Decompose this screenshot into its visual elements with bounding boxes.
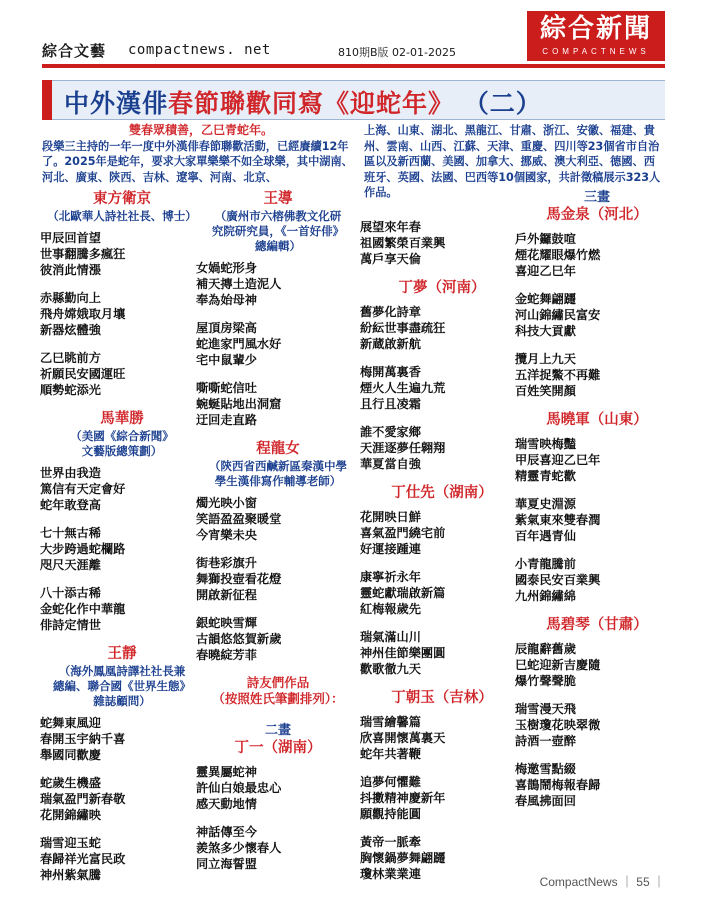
- poem-line: 爆竹聲聲脆: [515, 674, 576, 688]
- author-affiliation: 究院研究員，《一首好俳》: [211, 224, 345, 238]
- logo: [527, 11, 665, 61]
- poem: [40, 835, 204, 883]
- poem: [360, 424, 524, 472]
- title-part-3: （二）: [463, 89, 542, 118]
- poem-line: 花開映日鮮: [360, 510, 421, 524]
- poem-line: 梅開萬裏香: [360, 365, 421, 379]
- poem-line: 蛇進家門風水好: [196, 337, 282, 351]
- poem-line: 甲辰回首望: [40, 231, 101, 245]
- poem-line: 春開玉宇納千喜: [40, 732, 126, 746]
- poem: [196, 320, 360, 368]
- poem: [360, 304, 524, 352]
- poem-line: 紅梅報歲先: [360, 602, 421, 616]
- author-name: 王導: [263, 191, 293, 207]
- poem-line: 俳詩定情世: [40, 618, 101, 632]
- poem-line: 梅邀雪點綴: [515, 762, 576, 776]
- poem-line: 華夏史淵源: [515, 497, 576, 511]
- author-affiliation: （北歐華人詩社社長、博士）: [47, 209, 197, 223]
- author-block: [360, 279, 524, 298]
- poem-line: 補天摶土造泥人: [196, 277, 282, 291]
- group-title-line: （按照姓氏筆劃排列）：: [212, 691, 344, 706]
- author-name: 馬金泉（河北）: [546, 207, 648, 223]
- author-name: 王靜: [107, 646, 137, 662]
- poem: [40, 775, 204, 823]
- poem-line: 玉樹瓊花映翠微: [515, 718, 601, 732]
- author-block: [196, 190, 360, 254]
- poem-line: 紫氣東來雙春潤: [515, 513, 601, 527]
- poem-line: 願觀持能圓: [360, 807, 421, 821]
- poem: [360, 714, 524, 762]
- poem-line: 春風拂面回: [515, 794, 576, 808]
- poem-line: 喜氣盈門繞宅前: [360, 526, 446, 540]
- poem-line: 燭光映小窗: [196, 496, 257, 510]
- poem: [515, 641, 679, 689]
- poem: [360, 834, 524, 882]
- author-affiliation: 總編輯）: [255, 239, 301, 253]
- group-title: [196, 675, 360, 707]
- poem-line: 煙火人生遍九荒: [360, 381, 446, 395]
- poem: [515, 291, 679, 339]
- poem-line: 精靈青蛇歡: [515, 469, 576, 483]
- poem-line: 飛舟嫦娥取月壤: [40, 307, 126, 321]
- poem-line: 九州錦繡綿: [515, 589, 576, 603]
- poem: [196, 495, 360, 543]
- title-part-1: 中外漢俳: [64, 89, 169, 118]
- poem-line: 瑞雪映梅豔: [515, 437, 576, 451]
- column-2: [196, 190, 360, 884]
- poem: [515, 701, 679, 749]
- poem: [196, 764, 360, 812]
- poem-line: 瑞雪繪馨篇: [360, 715, 421, 729]
- poem-line: 百姓笑開顏: [515, 384, 576, 398]
- poem-line: 篤信有天定會好: [40, 482, 126, 496]
- poem-line: 屋頂房梁高: [196, 321, 257, 335]
- poem-line: 七十無古稀: [40, 526, 101, 540]
- poem-line: 詩酒一壺醉: [515, 734, 576, 748]
- poem-line: 蛇舞東風迎: [40, 716, 101, 730]
- poem-line: 迂回走直路: [196, 413, 257, 427]
- poem-line: 康寧祈永年: [360, 570, 421, 584]
- author-name: 丁夢（河南）: [398, 280, 486, 296]
- poem: [40, 465, 204, 513]
- poem-line: 胸懷鍋夢舞翩躚: [360, 851, 446, 865]
- author-block: [360, 689, 524, 708]
- poem-line: 金蛇化作中華龍: [40, 602, 126, 616]
- poem: [196, 615, 360, 663]
- poem-line: 金蛇舞翩躚: [515, 292, 576, 306]
- poem-line: 銀蛇映雪輝: [196, 616, 257, 630]
- poem-line: 歡歌徹九天: [360, 662, 421, 676]
- poem-line: 追夢何懼難: [360, 775, 421, 789]
- poem-line: 攬月上九天: [515, 352, 576, 366]
- poem-line: 咫尺天涯離: [40, 558, 101, 572]
- author-name: 丁朝玉（吉林）: [391, 690, 493, 706]
- poem-line: 感天動地情: [196, 797, 257, 811]
- poem-line: 辰龍辭舊歲: [515, 642, 576, 656]
- title-accent-bar: [42, 80, 52, 120]
- poem-line: 街巷彩旗升: [196, 556, 257, 570]
- poem-line: 八十添古稀: [40, 586, 101, 600]
- poem-line: 羨煞多少懷春人: [196, 841, 282, 855]
- poem-line: 女媧蛇形身: [196, 261, 257, 275]
- poem: [515, 436, 679, 484]
- poem-line: 靈蛇獻瑞啟新篇: [360, 586, 446, 600]
- poem-line: 彼消此情漲: [40, 263, 101, 277]
- poem-line: 世界由我造: [40, 466, 101, 480]
- footer-separator: ｜: [620, 875, 637, 889]
- poem-line: 新器炫體強: [40, 323, 101, 337]
- poem-line: 蜿蜒貼地出洞窟: [196, 397, 282, 411]
- column-1: [40, 190, 204, 895]
- footer-separator-end: ｜: [652, 875, 665, 889]
- header-divider: [42, 64, 665, 68]
- author-name: 丁仕先（湖南）: [391, 485, 493, 501]
- poem: [40, 290, 204, 338]
- poem-line: 紛紜世事盡疏狂: [360, 321, 446, 335]
- poem: [360, 364, 524, 412]
- stroke-count-heading: 二畫: [264, 723, 291, 738]
- poem-line: 科技大貢獻: [515, 324, 576, 338]
- poem: [196, 260, 360, 308]
- poem-line: 笑語盈盈聚暖堂: [196, 512, 282, 526]
- stroke-count-heading: 三畫: [583, 190, 610, 205]
- poem-line: 欣喜開懷萬裏天: [360, 731, 446, 745]
- poem-line: 百年遇青仙: [515, 529, 576, 543]
- poem-line: 好運接踵連: [360, 542, 421, 556]
- poem-line: 奉為始母神: [196, 293, 257, 307]
- page-number: 55: [636, 875, 650, 889]
- poem: [360, 569, 524, 617]
- intro-left-body: 段樂三主持的一年一度中外漢俳春節聯歡活動，已經賡續12年了。2025年是蛇年，要求大家單樂樂不如全球樂，其中湖南、河北、廣東、陝西、吉林、遼寧、河南、北京、: [42, 139, 353, 184]
- author-block: [360, 484, 524, 503]
- poem-line: 抖擻精神慶新年: [360, 791, 446, 805]
- author-block: [515, 411, 679, 430]
- poem-line: 蛇年共著鞭: [360, 747, 421, 761]
- poem-line: 甲辰喜迎乙巳年: [515, 453, 601, 467]
- poem-line: 蛇年敢登高: [40, 498, 101, 512]
- poem-line: 天涯逐夢任翱翔: [360, 441, 446, 455]
- poem-line: 巳蛇迎新吉慶隨: [515, 658, 601, 672]
- poem-line: 黃帝一脈牽: [360, 835, 421, 849]
- poem: [196, 824, 360, 872]
- author-name: 馬碧琴（甘肅）: [546, 617, 648, 633]
- author-affiliation: 總編、聯合國《世界生態》: [53, 679, 191, 693]
- poem-line: 順勢蛇添光: [40, 383, 101, 397]
- poem-line: 春曉綻芳菲: [196, 648, 257, 662]
- author-block: [40, 645, 204, 709]
- poem-line: 瑞氣滿山川: [360, 630, 421, 644]
- column-4: [515, 190, 679, 821]
- poem-line: 誰不愛家鄉: [360, 425, 421, 439]
- poem: [40, 585, 204, 633]
- author-name: 丁一（湖南）: [234, 740, 322, 756]
- author-affiliation: （廣州市六榕佛教文化研: [214, 209, 342, 223]
- author-name: 馬華勝: [100, 411, 144, 427]
- author-block: [515, 616, 679, 635]
- page-footer: [540, 873, 665, 890]
- poem-line: 神州紫氣騰: [40, 868, 101, 882]
- group-title-line: 詩友們作品: [246, 675, 310, 690]
- poem-line: 宅中鼠輩少: [196, 353, 257, 367]
- poem-line: 嘶嘶蛇信吐: [196, 381, 257, 395]
- column-3: [360, 213, 524, 894]
- author-affiliation: 雜誌顧問）: [93, 694, 151, 708]
- poem-line: 乙巳眺前方: [40, 351, 101, 365]
- poem-line: 喜鵲鬧梅報春歸: [515, 778, 601, 792]
- page-title: [64, 84, 542, 120]
- poem-line: 神州佳節樂團圓: [360, 646, 446, 660]
- section-name: 綜合文藝: [42, 42, 107, 60]
- poem-line: 瓊林業業連: [360, 867, 421, 881]
- poem-line: 小青龍騰前: [515, 557, 576, 571]
- poem-line: 瑞雪漫天飛: [515, 702, 576, 716]
- poem-line: 戶外鑼鼓喧: [515, 232, 576, 246]
- poem-line: 赤縣勤向上: [40, 291, 101, 305]
- author-name: 東方衛京: [93, 191, 151, 207]
- poem: [515, 231, 679, 279]
- poem-line: 春歸祥光富民政: [40, 852, 126, 866]
- issue-info: 810期B版 02-01-2025: [338, 46, 456, 59]
- poem: [360, 219, 524, 267]
- poem-line: 許仙白娘最忠心: [196, 781, 282, 795]
- author-affiliation: （海外鳳凰詩譯社社長兼: [58, 664, 186, 678]
- poem: [40, 715, 204, 763]
- author-affiliation: （陝西省西鹹新區秦漢中學: [209, 459, 347, 473]
- poem: [360, 629, 524, 677]
- poem-line: 河山錦繡民富安: [515, 308, 601, 322]
- poem-line: 祈願民安國運旺: [40, 367, 126, 381]
- poem-line: 萬戶享天倫: [360, 252, 421, 266]
- poem-line: 神話傳至今: [196, 825, 257, 839]
- author-block: [40, 410, 204, 459]
- poem: [515, 556, 679, 604]
- masthead: [0, 0, 705, 70]
- title-part-2: 春節聯歡同寫《迎蛇年》: [168, 89, 455, 118]
- poem-line: 今宵樂未央: [196, 528, 257, 542]
- poem: [360, 774, 524, 822]
- intro-right: [364, 123, 665, 201]
- author-block: [196, 739, 360, 758]
- poem-line: 舞獅投壺看花燈: [196, 572, 282, 586]
- poem-line: 瑞雪迎玉蛇: [40, 836, 101, 850]
- poem-line: 祖國繁榮百業興: [360, 236, 446, 250]
- author-name: 程龍女: [256, 441, 300, 457]
- author-block: [40, 190, 204, 224]
- poem-line: 且行且凌霜: [360, 397, 421, 411]
- poem: [196, 555, 360, 603]
- logo-text: 綜合新聞: [539, 14, 652, 44]
- poem-line: 煙花耀眼爆竹燃: [515, 248, 601, 262]
- poem-line: 大步跨過蛇欄路: [40, 542, 126, 556]
- poem-line: 靈異屬蛇神: [196, 765, 257, 779]
- poem-line: 展望來年春: [360, 220, 421, 234]
- author-block: [196, 440, 360, 489]
- author-block: [515, 206, 679, 225]
- poem-line: 瑞氣盈門新春敬: [40, 792, 126, 806]
- author-name: 馬曉軍（山東）: [546, 412, 648, 428]
- poem: [515, 496, 679, 544]
- author-affiliation: 文藝版總策劃）: [81, 444, 163, 458]
- poem-line: 開啟新征程: [196, 588, 257, 602]
- poem: [40, 350, 204, 398]
- poem-line: 喜迎乙巳年: [515, 264, 576, 278]
- poem: [40, 525, 204, 573]
- poem-line: 花開錦繡映: [40, 808, 101, 822]
- poem-line: 華夏當自強: [360, 457, 421, 471]
- poem-line: 世事翻騰多瘋狂: [40, 247, 126, 261]
- intro-headline: 雙春眾積善，乙巳青蛇年。: [128, 123, 273, 137]
- poem: [360, 509, 524, 557]
- logo-subtext: COMPACTNEWS: [542, 47, 650, 56]
- poem: [40, 230, 204, 278]
- poem-line: 新蔵啟新航: [360, 337, 421, 351]
- poem-line: 蛇歲生機盛: [40, 776, 101, 790]
- poem-line: 國泰民安百業興: [515, 573, 601, 587]
- poem: [515, 761, 679, 809]
- intro-right-body: 上海、山東、湖北、黑龍江、甘肅、浙江、安徽、福建、貴州、雲南、山西、江蘇、天津、重慶、四川等23個省市自治區以及新西蘭、美國、加拿大、挪威、澳大利亞、德國、西班牙、英國、法國、巴西等10個國家，共計徵稿展示323人作品。: [364, 124, 661, 199]
- poem: [515, 351, 679, 399]
- intro-left: [42, 123, 360, 185]
- author-affiliation: 學生漢俳寫作輔導老師）: [214, 474, 342, 488]
- poem-line: 舉國同歡慶: [40, 748, 101, 762]
- poem-line: 舊夢化詩章: [360, 305, 421, 319]
- poem-line: 古韻悠悠賀新歲: [196, 632, 282, 646]
- author-affiliation: （美國《綜合新聞》: [70, 429, 174, 443]
- poem: [196, 380, 360, 428]
- poem-line: 五洋捉鱉不再難: [515, 368, 601, 382]
- footer-brand: CompactNews: [539, 875, 618, 889]
- site-url[interactable]: compactnews. net: [128, 42, 271, 58]
- poem-line: 同立海誓盟: [196, 857, 257, 871]
